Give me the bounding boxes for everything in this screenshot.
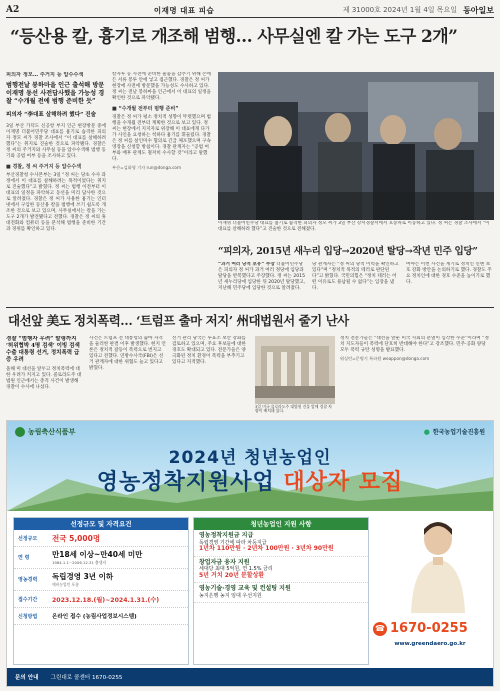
sub-article xyxy=(218,262,494,304)
ad-banner xyxy=(7,421,493,511)
ad-phone-number[interactable]: 1670-0255 xyxy=(390,621,468,636)
second-article xyxy=(6,336,494,416)
article-body: 부산경찰청 수사본부는 3일 “정 씨는 당초 수사 과정에서 이 대표를 살해하려는 목적이었다는 취지로 진술했다”고 밝혔다. 정 씨는 범행 이전부터 이 대표의 일정을 파악하고 동선을 미리 답사한 것으로 알려졌다. 경찰은 정 씨가 사용한 흉기는 인터넷에서 구입한 등산용 칼을 범행에 쓰기 쉽도록 개조한 것으로 보고 있으며, 사무실에서는 칼을 가는 도구 2개가 발견됐다고 전했다. 경찰은 정 씨의 휴대전화와 컴퓨터 등을 분석해 범행을 준비한 기간과 경위를 확인하고 있다. xyxy=(6,173,106,232)
main-headline: “등산용 칼, 흉기로 개조해 범행… 사무실엔 칼 가는 도구 2개” xyxy=(10,27,458,47)
article-subheading: ■ “수개월 전부터 범행 준비” xyxy=(112,106,179,112)
second-photo xyxy=(255,336,335,414)
phone-icon: ☎ xyxy=(373,622,387,636)
issue-meta: 제 31000호 2024년 1월 4일 목요일 xyxy=(342,6,458,14)
ad-phone[interactable] xyxy=(373,621,487,636)
ad-row: 접수기간 2023.12.18.(월)~2024.1.31.(수) xyxy=(14,591,188,608)
ad-row: 선정규모 전국 5,000명 xyxy=(14,530,188,547)
byline: 워싱턴=문병기 특파원 weappon@donga.com xyxy=(340,356,430,361)
ad-logo-left: 농림축산식품부 xyxy=(15,427,75,437)
sub-headline: “피의자, 2015년 새누리 입당→2020년 탈당→작년 민주 입당” xyxy=(218,246,478,257)
ad-title-line-1: 2024년 청년농업인 xyxy=(168,448,332,468)
news-photo xyxy=(218,72,494,220)
article-body: 더불어민주당은 피의자 정 씨가 과거 여러 정당에 입당과 탈당을 반복했다고 주장했다. 정 씨는 2015년 새누리당에 입당한 뒤 2020년 탈당했고, 지난해 민주당에 입당한 것으로 알려졌다. xyxy=(218,262,306,291)
ad-logo-right: ● 한국농업기술진흥원 xyxy=(423,427,485,436)
person-illustration-icon xyxy=(403,517,473,613)
photo-illustration xyxy=(255,336,335,398)
article-subheading: “과거 여러 당적 보유” 주장 xyxy=(218,262,275,267)
ad-title-line-2: 영농정착지원사업 대상자 모집 xyxy=(96,470,404,495)
ad-contact xyxy=(373,517,487,665)
ad-panel-title: 청년농업인 지원 사항 xyxy=(194,518,368,530)
ministry-logo-icon xyxy=(15,427,25,437)
article-deck: 경찰 “범행자 우려” 발령까지 ‘허위협박 4명 검색’ 이빙 검색 수출 대통령 선거, 정치폭력 급증 우려 xyxy=(6,336,80,363)
ad-support-item: 영농기술·경영 교육 및 컨설팅 지원 농지은행 농지 임대 우선지원 xyxy=(194,583,368,603)
sub-article-col-1 xyxy=(218,262,306,304)
ad-support-item: 창업자금 융자 지원 세대당 최대 5억원, 연 1.5% 금리 5년 거치 20년 분할상환 xyxy=(194,557,368,584)
photo-illustration xyxy=(218,72,494,220)
article-column-a xyxy=(6,72,106,302)
article-subheading: ■ 경찰, 정 씨 주거지 등 압수수색 xyxy=(6,164,82,170)
article-column-b xyxy=(112,72,212,297)
sub-article-col-2: 당 관계자는 “정 씨의 당적 이력을 확인하고 있다”며 “정치적 목적의 테러로 판단된다”고 밝혔다. 국민의힘은 “정치 테러는 어떤 이유로도 용납될 수 없다”는 입장을 냈다. xyxy=(312,262,399,291)
page-header xyxy=(6,4,494,16)
page-number: A2 xyxy=(6,5,20,15)
article-body: 3일 부산 가덕도 신공항 부지 인근 현장방문 중에 이재명 더불어민주당 대표를 흉기로 습격한 피의자 정모 씨가 경찰 조사에서 “이 대표를 살해하려 했다”는 취지로 진술한 것으로 파악됐다. 경찰은 정 씨의 주거지와 사무실 등을 압수수색해 범행 동기와 공범 여부 등을 조사하고 있다. xyxy=(6,124,106,159)
ad-row: 신청방법 온라인 접수 (농림사업정보시스템) xyxy=(14,608,188,625)
second-photo-caption: 3일 미국 콜로라도주 대법원 건물 앞에 경찰 차량이 배치돼 있다. xyxy=(255,404,335,414)
article-body: 경찰은 정 씨가 평소 정치적 성향이 뚜렷했으며 범행을 수개월 전부터 계획한 것으로 보고 있다. 정 씨는 현장에서 지지자로 위장해 이 대표에게 다가가 사인을 요청하는 척하다 흉기를 휘둘렀다. 경찰은 정 씨를 살인미수 혐의로 긴급 체포했으며 구속영장을 신청할 방침이다. 경찰 관계자는 “공범 여부와 배후 관계도 철저히 수사할 것”이라고 말했다. xyxy=(112,115,211,162)
advertisement[interactable] xyxy=(6,420,494,687)
byline: 부산=김화영 기자 run@donga.com xyxy=(112,165,182,170)
section-title: 이재명 대표 피습 xyxy=(153,5,215,15)
article-label: 피의자 정모… 주거지 등 압수수색 xyxy=(6,72,84,78)
ad-row: 연 령 만18세 이상~만40세 미만 1984.1.1~2006.12.31 출생자 xyxy=(14,547,188,569)
agency-logo-icon: ● xyxy=(423,427,430,436)
second-article-col-1 xyxy=(6,336,84,416)
second-article-col-4 xyxy=(340,336,490,416)
sub-article-col-3: 여야는 이번 사건을 계기로 정치인 신변 보호 강화 방안을 논의하기로 했다. 경찰도 주요 정치인에 대한 경호 수준을 높이기로 했다. xyxy=(406,262,492,285)
second-article-col-2: 사건은 트럼프 전 대통령의 출마 자격을 둘러싼 판결 이후 발생했다. 현지 언론은 정치적 갈등이 폭력으로 번지고 있다고 전했다. 연방수사국(FBI)은 선거 관계자에 대한 위협도 늘고 있다고 밝혔다. xyxy=(89,336,166,371)
newspaper-brand: 동아일보 xyxy=(463,4,494,15)
article-body: 올해 미 대선을 앞두고 정치폭력에 대한 우려가 커지고 있다. 콜로라도주 대법원 인근에서는 총격 사건이 발생해 경찰이 수사에 나섰다. xyxy=(6,367,82,390)
article-deck: 범행전날 봉하마을 인근 출석해 방문 이재명 동선 사전답사했을 가능성 경찰 “수개월 전에 범행 준비한 듯” xyxy=(6,82,105,105)
article-body: 칼자루 등 사전에 준비한 물품을 감추기 위해 손에 든 서류 봉투 안에 넣고 접근했다. 경찰은 정 씨가 현장에 사전에 방문했을 가능성도 수사하고 있다. 정 씨는 전날 봉하마을 인근에서 이 대표의 일정을 확인한 것으로 파악됐다. xyxy=(112,72,211,101)
article-body: 정치 전문가들은 “대선을 앞둔 미국 사회의 분열이 심각한 수준”이라며 “정치 지도자들이 폭력에 단호히 반대해야 한다”고 강조했다. 민주·공화 양당 모두 폭력 규탄 성명을 발표했다. xyxy=(340,336,489,353)
ad-url[interactable]: www.greendaero.go.kr xyxy=(394,641,466,647)
ad-panel-title: 선정규모 및 자격요건 xyxy=(14,518,188,530)
second-article-col-3: 선거 관리 당국은 투표소 보안 강화를 검토하고 있으며, 주요 후보들에 대한 경호도 확대되고 있다. 전문가들은 양극화된 정치 환경이 폭력을 부추기고 있다고 지적했다. xyxy=(172,336,246,365)
ad-support-panel xyxy=(193,517,369,665)
article-quote: 피의자 “李대표 살해하려 했다” 진술 xyxy=(6,112,97,118)
ad-support-item: 영농정착지원금 지급 독립경영 기간에 따라 차등지급 1년차 110만원 · 2년차 100만원 · 3년차 90만원 xyxy=(194,530,368,557)
ad-eligibility-panel xyxy=(13,517,189,665)
ad-row: 영농경력 독립경영 3년 이하 예비농업인 포함 xyxy=(14,569,188,591)
ad-footer: 문의 안내 그린대로 콜센터 1670-0255 xyxy=(7,668,493,686)
photo-caption: 이재명 더불어민주당 대표를 흉기로 습격한 피의자 정모 씨가 3일 부산 강서경찰서에서 호송차로 이동하고 있다. 정 씨는 경찰 조사에서 “이 대표를 살해하려 했다”고 진술한 것으로 전해졌다. xyxy=(218,221,490,232)
section-rule xyxy=(6,307,494,308)
second-headline: 대선앞 美도 정치폭력… ‘트럼프 출마 저지’ 州대법원서 줄기 난사 xyxy=(8,313,349,328)
header-rule xyxy=(6,17,494,18)
